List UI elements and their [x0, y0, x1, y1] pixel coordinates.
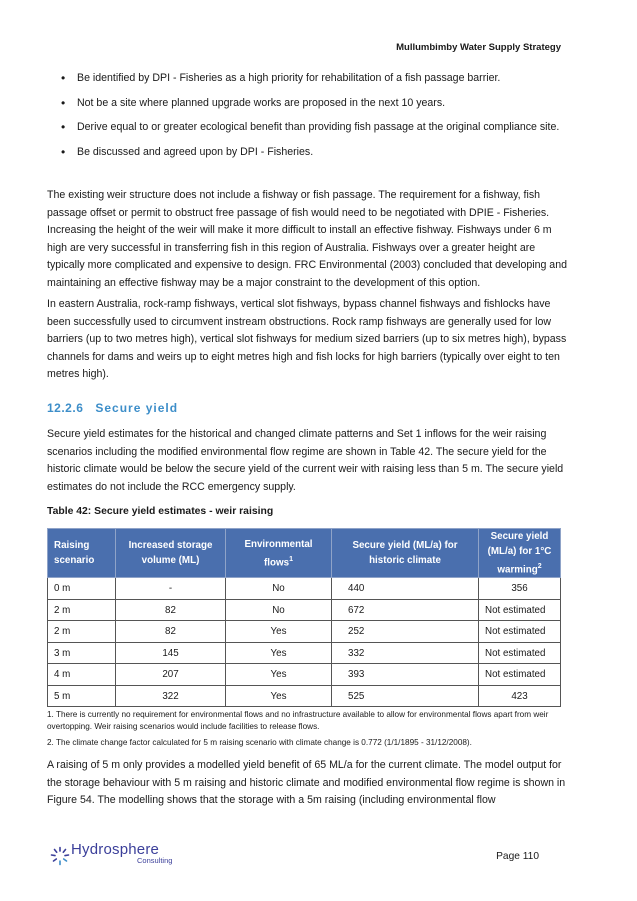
- table-row: [48, 578, 561, 600]
- cell-warming: Not estimated: [479, 599, 561, 621]
- cell-storage: -: [116, 578, 226, 600]
- cell-historic: 332: [332, 642, 479, 664]
- table-row: [48, 642, 561, 664]
- logo-name: Hydrosphere: [71, 841, 160, 858]
- cell-storage: 145: [116, 642, 226, 664]
- cell-env: No: [226, 578, 332, 600]
- cell-warming: Not estimated: [479, 664, 561, 686]
- paragraph-raising-benefit: A raising of 5 m only provides a modelled yield benefit of 65 ML/a for the current climate. The model output for the storage behaviour with 5 m raising and historic climate and modified environmental flow regime is shown in Figure 54. The modelling shows that the storage with a 5m raising (including environmental flow: [47, 759, 566, 806]
- cell-env: No: [226, 599, 332, 621]
- header-historic: Secure yield (ML/a) for historic climate: [332, 529, 479, 578]
- sunburst-logo-icon: [50, 846, 70, 866]
- table-row: [48, 685, 561, 707]
- cell-historic: 440: [332, 578, 479, 600]
- criteria-bullet-list: [47, 70, 567, 168]
- bullet-item: • Be identified by DPI - Fisheries as a high priority for rehabilitation of a fish passage barrier.: [47, 70, 567, 87]
- cell-historic: 393: [332, 664, 479, 686]
- cell-raising: 4 m: [48, 664, 116, 686]
- cell-warming: 356: [479, 578, 561, 600]
- header-env-flows: [226, 529, 332, 578]
- cell-storage: 82: [116, 599, 226, 621]
- header-env-label: Environmental flows: [244, 538, 313, 568]
- cell-raising: 0 m: [48, 578, 116, 600]
- bullet-item: • Derive equal to or greater ecological benefit than providing fish passage at the original compliance site.: [47, 119, 567, 136]
- table-row: [48, 621, 561, 643]
- cell-raising: 2 m: [48, 599, 116, 621]
- section-heading: [47, 401, 178, 415]
- cell-warming: 423: [479, 685, 561, 707]
- cell-historic: 525: [332, 685, 479, 707]
- table-caption: Table 42: Secure yield estimates - weir raising: [47, 506, 274, 517]
- page-number: Page 110: [496, 851, 539, 862]
- cell-storage: 82: [116, 621, 226, 643]
- table-row: [48, 664, 561, 686]
- table-header-row: [48, 529, 561, 578]
- cell-warming: Not estimated: [479, 621, 561, 643]
- paragraph-fishway-types: In eastern Australia, rock-ramp fishways, vertical slot fishways, bypass channel fishways and fishlocks have been successfully used to circumvent instream obstructions. Rock ramp fishways are generally used for low barriers (up to two metres high), vertical slot fishways for medium sized barriers (up to six metres high), bypass channels for dams and weirs up to eight metres high and fish locks for high barriers (typically over eight to ten metres high).: [47, 298, 567, 380]
- bullet-item: • Not be a site where planned upgrade works are proposed in the next 10 years.: [47, 95, 567, 112]
- cell-historic: 672: [332, 599, 479, 621]
- table-row: [48, 599, 561, 621]
- cell-storage: 322: [116, 685, 226, 707]
- table-footnote-2: 2. The climate change factor calculated for 5 m raising scenario with climate change is 0.772 (1/1/1895 - 31/12/2008).: [47, 738, 472, 747]
- running-header: Mullumbimby Water Supply Strategy: [396, 42, 561, 53]
- paragraph-secure-yield: Secure yield estimates for the historical and changed climate patterns and Set 1 inflows for the weir raising scenarios including the modified environmental flow regime are shown in Table 42. The secure yield for the historic climate would be below the secure yield of the current weir with raising less than 5 m. The secure yield estimates do not include the RCC emergency supply.: [47, 428, 564, 493]
- bullet-item: • Be discussed and agreed upon by DPI - Fisheries.: [47, 144, 567, 161]
- cell-env: Yes: [226, 664, 332, 686]
- footnote-ref: 1: [289, 555, 293, 563]
- cell-env: Yes: [226, 685, 332, 707]
- section-number: 12.2.6: [47, 401, 84, 415]
- table-footnote-1: 1. There is currently no requirement for environmental flows and no infrastructure available to allow for environmental flows apart from weir overtopping. Weir raising scenarios would include facilities to release flows.: [47, 710, 549, 731]
- header-raising: Raising scenario: [48, 529, 116, 578]
- cell-raising: 2 m: [48, 621, 116, 643]
- cell-storage: 207: [116, 664, 226, 686]
- hydrosphere-logo: [50, 841, 173, 867]
- cell-env: Yes: [226, 621, 332, 643]
- header-warming: [479, 529, 561, 578]
- header-storage: Increased storage volume (ML): [116, 529, 226, 578]
- header-warming-label: Secure yield (ML/a) for 1°C warming: [487, 531, 552, 576]
- cell-raising: 5 m: [48, 685, 116, 707]
- paragraph-fishway: The existing weir structure does not include a fishway or fish passage. The requirement for a fishway, fish passage offset or permit to obstruct free passage of fish would need to be negotiated with DPIE - Fisheries. Increasing the height of the weir will make it more difficult to install an effective fishway. Fishways under 6 m high are very successful in transferring fish in this region of Australia. Fishways over a greater height are typically more complicated and expensive to design. FRC Environmental (2003) concluded that developing and maintaining an effective fishway may be a major constraint to the development of this option.: [47, 189, 567, 289]
- cell-raising: 3 m: [48, 642, 116, 664]
- cell-warming: Not estimated: [479, 642, 561, 664]
- cell-historic: 252: [332, 621, 479, 643]
- footnote-ref: 2: [537, 563, 542, 570]
- secure-yield-table: [47, 528, 561, 707]
- logo-subtitle: Consulting: [137, 856, 173, 865]
- cell-env: Yes: [226, 642, 332, 664]
- section-title: Secure yield: [95, 401, 179, 415]
